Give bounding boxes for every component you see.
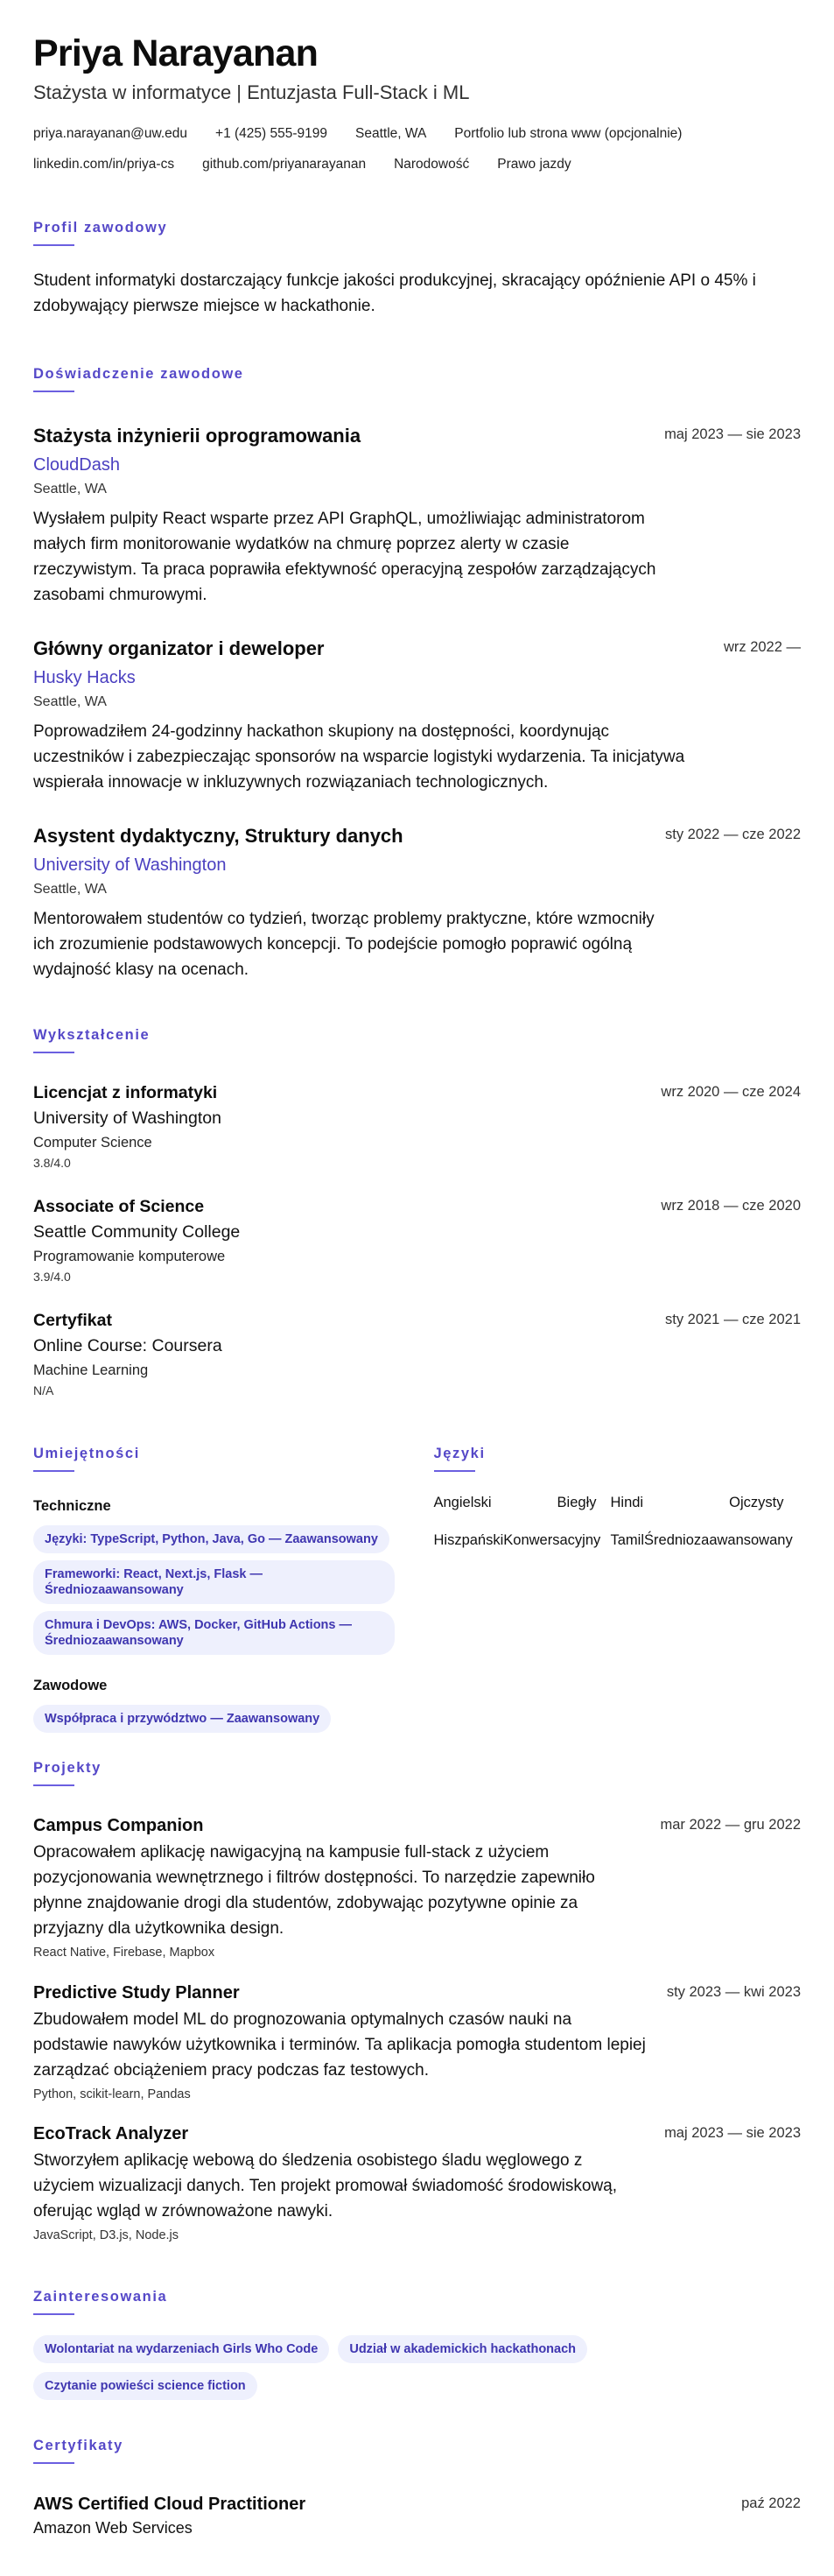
entry-location: Seattle, WA: [33, 482, 107, 496]
language-item: [434, 1494, 609, 1511]
entry-description: Mentorowałem studentów co tydzień, tworząc problemy praktyczne, które wzmocniły ich zrozumienie podstawowych koncepcji. To podejście pomogło poprawić ogólną wydajność klasy na ocenach.: [33, 910, 655, 979]
language-item: [434, 1531, 609, 1549]
entry-role: Asystent dydaktyczny, Struktury danych: [33, 825, 403, 847]
contact-row-1: [33, 125, 801, 143]
project-tech: JavaScript, D3.js, Node.js: [33, 2228, 179, 2242]
experience-entry: [33, 637, 801, 795]
section-title: Certyfikaty: [33, 2438, 123, 2453]
contact-row-2: [33, 156, 801, 173]
entry-dates: wrz 2020 — cze 2024: [661, 1084, 801, 1100]
skill-tag: Współpraca i przywództwo — Zaawansowany: [33, 1705, 331, 1733]
section-divider: [33, 1784, 74, 1786]
contact-portfolio[interactable]: Portfolio lub strona www (opcjonalnie): [454, 126, 683, 141]
project-tech: Python, scikit-learn, Pandas: [33, 2087, 191, 2101]
language-item: [609, 1494, 784, 1511]
project-name: EcoTrack Analyzer: [33, 2124, 189, 2143]
entry-dates: maj 2023 — sie 2023: [664, 2125, 801, 2141]
entry-dates: mar 2022 — gru 2022: [660, 1817, 801, 1833]
interest-tag: Wolontariat na wydarzeniach Girls Who Code: [33, 2335, 329, 2363]
entry-description: Wysłałem pulpity React wsparte przez API GraphQL, umożliwiając administratorom małych firm monitorowanie wydatków na chmurę poprzez alerty w czasie rzeczywistym. Ta praca poprawiła efektywność operacyjną zespołów zarządzających zasobami chmurowymi.: [33, 510, 656, 604]
skills-technical-heading: Techniczne: [33, 1498, 111, 1514]
skills-section: [33, 1445, 401, 1733]
project-description: Opracowałem aplikację nawigacyjną na kampusie full-stack z użyciem pozycjonowania wewnętrznego i filtrów dostępności. To narzędzie zapewniło płynne znajdowanie drogi dla studentów, zdobywając pozytywne opinie za przyjazny dla użytkownika design.: [33, 1843, 595, 1938]
entry-dates: paź 2022: [741, 2495, 801, 2511]
section-divider: [33, 1052, 74, 1053]
skill-tag: Chmura i DevOps: AWS, Docker, GitHub Actions — Średniozaawansowany: [33, 1611, 395, 1655]
education-degree: Associate of Science: [33, 1197, 205, 1216]
entry-dates: sty 2021 — cze 2021: [664, 1312, 801, 1327]
education-degree: Certyfikat: [33, 1311, 112, 1330]
section-divider: [33, 1470, 74, 1472]
section-divider: [33, 2462, 74, 2464]
section-title: Doświadczenie zawodowe: [33, 366, 244, 382]
skills-professional-list: [33, 1705, 401, 1733]
education-entry: [33, 1310, 801, 1398]
skills-languages-row: [33, 1445, 801, 1733]
education-gpa: 3.9/4.0: [33, 1270, 71, 1284]
section-divider: [33, 391, 74, 392]
resume-header: [33, 32, 801, 173]
section-title: Wykształcenie: [33, 1027, 151, 1043]
entry-dates: sty 2022 — cze 2022: [664, 827, 801, 842]
contact-nationality: Narodowość: [394, 157, 470, 172]
entry-dates: wrz 2022 —: [723, 639, 801, 655]
education-section: [33, 1026, 801, 1053]
entry-role: Stażysta inżynierii oprogramowania: [33, 425, 361, 447]
language-item: [609, 1531, 810, 1549]
entry-company-link[interactable]: CloudDash: [33, 455, 120, 475]
certification-name: AWS Certified Cloud Practitioner: [33, 2495, 306, 2514]
entry-company-link[interactable]: Husky Hacks: [33, 668, 136, 687]
experience-entry: [33, 825, 801, 982]
section-divider: [33, 244, 74, 246]
contact-github[interactable]: github.com/priyanarayanan: [202, 157, 367, 172]
entry-location: Seattle, WA: [33, 882, 107, 897]
education-entry: [33, 1082, 801, 1171]
project-entry: [33, 2123, 801, 2243]
education-gpa: 3.8/4.0: [33, 1156, 71, 1170]
interests-section: [33, 2288, 801, 2400]
language-level: Konwersacyjny: [503, 1532, 601, 1548]
skills-technical-list: [33, 1525, 401, 1655]
projects-section: [33, 1759, 801, 1786]
certifications-section: [33, 2437, 801, 2464]
section-title: Projekty: [33, 1760, 102, 1776]
section-divider: [33, 2313, 74, 2315]
entry-role: Główny organizator i deweloper: [33, 637, 325, 659]
language-name: Hiszpański: [433, 1532, 504, 1548]
education-gpa: N/A: [33, 1383, 54, 1397]
language-name: Angielski: [433, 1495, 492, 1510]
skill-tag: Frameworki: React, Next.js, Flask — Średniozaawansowany: [33, 1560, 395, 1604]
contact-linkedin[interactable]: linkedin.com/in/priya-cs: [33, 157, 175, 172]
interest-tag: Udział w akademickich hackathonach: [338, 2335, 587, 2363]
profile-summary: Student informatyki dostarczający funkcje jakości produkcyjnej, skracający opóźnienie API o 45% i zdobywający pierwsze miejsce w hackathonie.: [33, 271, 756, 315]
candidate-headline: Stażysta w informatyce | Entuzjasta Full-Stack i ML: [33, 81, 470, 103]
language-level: Biegły: [557, 1495, 597, 1510]
entry-dates: sty 2023 — kwi 2023: [666, 1984, 801, 2000]
section-title: Języki: [433, 1446, 486, 1461]
project-tech: React Native, Firebase, Mapbox: [33, 1946, 215, 1960]
project-entry: [33, 1982, 801, 2102]
education-school: Seattle Community College: [33, 1222, 241, 1242]
candidate-name: Priya Narayanan: [33, 32, 319, 74]
interests-list: [33, 2335, 801, 2400]
education-degree: Licencjat z informatyki: [33, 1083, 218, 1102]
section-divider: [434, 1470, 475, 1472]
languages-list: [434, 1494, 802, 1549]
project-name: Predictive Study Planner: [33, 1983, 240, 2002]
entry-location: Seattle, WA: [33, 694, 107, 709]
entry-dates: wrz 2018 — cze 2020: [661, 1198, 801, 1214]
language-name: Tamil: [610, 1532, 645, 1548]
contact-driving-license: Prawo jazdy: [497, 157, 571, 172]
language-level: Średniozaawansowany: [644, 1532, 793, 1548]
entry-description: Poprowadziłem 24-godzinny hackathon skupiony na dostępności, koordynując uczestników i zabezpieczając sponsorów na wsparcie logistyki wydarzenia. Ta inicjatywa wspierała innowacje w inkluzywnych rozwiązaniach technologicznych.: [33, 722, 685, 792]
project-entry: [33, 1815, 801, 1960]
skill-tag: Języki: TypeScript, Python, Java, Go — Zaawansowany: [33, 1525, 389, 1553]
certification-issuer: Amazon Web Services: [33, 2519, 193, 2537]
language-level: Ojczysty: [729, 1495, 784, 1510]
project-description: Stworzyłem aplikację webową do śledzenia osobistego śladu węglowego z użyciem wizualizacji danych. Ten projekt promował świadomość środowiskową, oferując wgląd w zrównoważone nawyki.: [33, 2151, 618, 2221]
section-title: Zainteresowania: [33, 2289, 168, 2305]
experience-section: [33, 365, 801, 392]
project-description: Zbudowałem model ML do prognozowania optymalnych czasów nauki na podstawie nawyków użytkownika i terminów. Ta aplikacja pomogła studentom lepiej zarządzać obciążeniem pracy podczas faz testowych.: [33, 2010, 646, 2080]
education-field: Programowanie komputerowe: [33, 1249, 226, 1264]
contact-email[interactable]: priya.narayanan@uw.edu: [33, 126, 188, 141]
section-title: Umiejętności: [33, 1446, 140, 1461]
education-school: Online Course: Coursera: [33, 1336, 222, 1355]
entry-dates: maj 2023 — sie 2023: [664, 426, 801, 442]
education-entry: [33, 1196, 801, 1284]
entry-company-link[interactable]: University of Washington: [33, 855, 227, 875]
section-title: Profil zawodowy: [33, 220, 168, 236]
languages-section: [434, 1445, 802, 1733]
contact-phone[interactable]: +1 (425) 555-9199: [215, 126, 328, 141]
education-school: University of Washington: [33, 1109, 221, 1128]
education-field: Computer Science: [33, 1135, 152, 1151]
language-name: Hindi: [610, 1495, 644, 1510]
project-name: Campus Companion: [33, 1816, 204, 1835]
experience-entry: [33, 425, 801, 608]
certification-entry: [33, 2494, 801, 2538]
interest-tag: Czytanie powieści science fiction: [33, 2372, 257, 2400]
profile-section: [33, 219, 801, 319]
education-field: Machine Learning: [33, 1362, 149, 1378]
contact-location: Seattle, WA: [355, 126, 427, 141]
skills-professional-heading: Zawodowe: [33, 1678, 108, 1693]
